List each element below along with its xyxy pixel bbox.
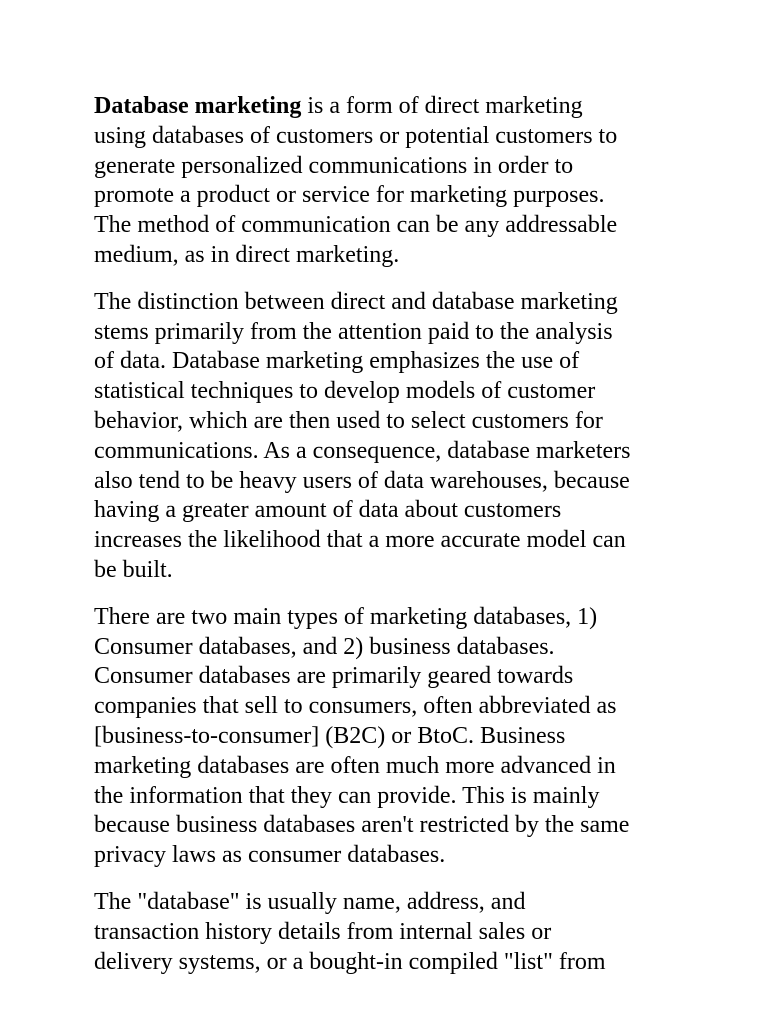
paragraph-line <box>94 92 684 122</box>
paragraph-line: be built. <box>94 556 173 583</box>
document-page <box>94 92 684 994</box>
paragraph-1 <box>94 92 684 271</box>
paragraph-line: also tend to be heavy users of data warehouses, because <box>94 467 630 494</box>
paragraph-line: the information that they can provide. This is mainly <box>94 782 600 809</box>
paragraph-3 <box>94 603 684 871</box>
line-text: is a form of direct marketing <box>301 93 583 119</box>
paragraph-line: promote a product or service for marketing purposes. <box>94 182 605 209</box>
paragraph-line: stems primarily from the attention paid to the analysis <box>94 318 613 345</box>
paragraph-4 <box>94 888 684 977</box>
paragraph-line: delivery systems, or a bought-in compiled "list" from <box>94 948 606 975</box>
paragraph-line: The "database" is usually name, address, and <box>94 888 526 915</box>
paragraph-line: Consumer databases, and 2) business databases. <box>94 633 555 660</box>
paragraph-line: companies that sell to consumers, often abbreviated as <box>94 693 617 720</box>
paragraph-line: statistical techniques to develop models of customer <box>94 378 596 405</box>
paragraph-line: having a greater amount of data about customers <box>94 497 562 524</box>
paragraph-line: Consumer databases are primarily geared towards <box>94 663 574 690</box>
paragraph-line: The distinction between direct and database marketing <box>94 288 618 315</box>
paragraph-line: [business-to-consumer] (B2C) or BtoC. Business <box>94 722 566 749</box>
paragraph-2 <box>94 288 684 586</box>
paragraph-line: of data. Database marketing emphasizes the use of <box>94 348 580 375</box>
paragraph-line: transaction history details from internal sales or <box>94 918 552 945</box>
paragraph-line: The method of communication can be any addressable <box>94 212 618 239</box>
paragraph-line: using databases of customers or potential customers to <box>94 122 618 149</box>
paragraph-line: communications. As a consequence, database marketers <box>94 437 631 464</box>
paragraph-line: generate personalized communications in order to <box>94 152 574 179</box>
paragraph-line: increases the likelihood that a more accurate model can <box>94 527 626 554</box>
paragraph-line: medium, as in direct marketing. <box>94 241 400 268</box>
bold-term: Database marketing <box>94 93 302 119</box>
paragraph-line: There are two main types of marketing databases, 1) <box>94 603 598 630</box>
paragraph-line: privacy laws as consumer databases. <box>94 842 446 869</box>
paragraph-line: because business databases aren't restricted by the same <box>94 812 630 839</box>
paragraph-line: behavior, which are then used to select customers for <box>94 407 603 434</box>
paragraph-line: marketing databases are often much more advanced in <box>94 752 616 779</box>
